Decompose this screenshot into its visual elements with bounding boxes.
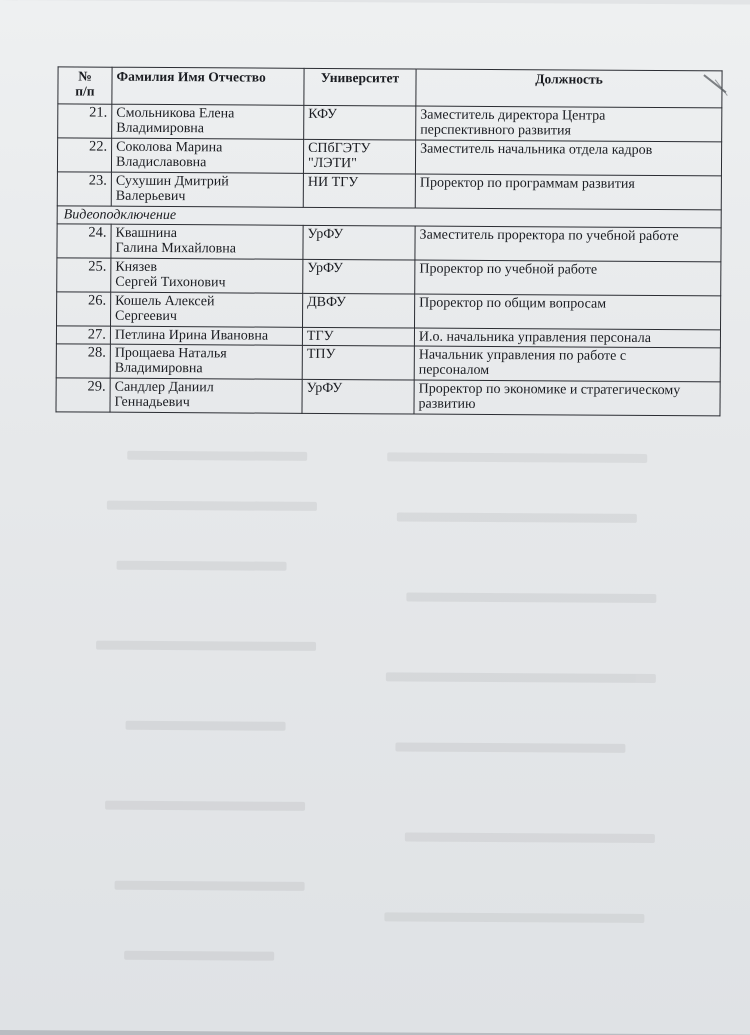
table-row (56, 344, 720, 382)
row-full-name-line: Соколова Марина (116, 139, 223, 156)
row-position-line: Заместитель начальника отдела кадров (420, 141, 653, 158)
row-full-name (111, 224, 303, 259)
row-university (303, 259, 415, 294)
table-row (57, 224, 721, 262)
row-full-name-line: Сергеевич (115, 308, 177, 325)
row-full-name-line: Кошель Алексей (115, 293, 215, 310)
row-full-name-line: Галина Михайловна (115, 240, 237, 257)
row-number: 24. (57, 224, 111, 258)
row-full-name-line: Владимировна (114, 360, 203, 377)
header-position: Должность (416, 69, 722, 108)
row-full-name (111, 172, 303, 207)
row-number: 27. (56, 326, 110, 344)
row-university-line: ТГУ (306, 328, 334, 345)
table-row (58, 104, 722, 142)
row-full-name-line: Квашнина (115, 225, 178, 242)
row-number: 28. (56, 344, 110, 378)
row-position (415, 174, 721, 210)
show-through-text (84, 441, 687, 985)
row-university-line: НИ ТГУ (307, 174, 359, 191)
row-position (414, 380, 720, 416)
row-university (304, 105, 416, 140)
row-full-name (110, 378, 302, 413)
row-university (302, 327, 414, 346)
row-full-name-line: Геннадьевич (114, 394, 190, 411)
table-row (57, 258, 721, 296)
row-university (303, 293, 415, 328)
row-position-line: Проректор по программам развития (419, 175, 635, 192)
row-position (415, 260, 721, 296)
row-university (302, 379, 414, 414)
row-full-name (111, 138, 303, 173)
row-full-name (110, 344, 302, 379)
row-position (415, 226, 721, 262)
row-full-name-line: Прощаева Наталья (114, 345, 227, 362)
row-full-name (111, 292, 303, 327)
row-position-line: персоналом (418, 362, 490, 378)
row-full-name-line: Князев (115, 259, 158, 275)
row-full-name-line: Сергей Тихонович (115, 274, 226, 291)
table-body (56, 104, 722, 416)
header-number (58, 67, 112, 104)
row-position-line: И.о. начальника управления персонала (418, 329, 651, 346)
row-university (302, 345, 414, 380)
row-position-line: Проректор по экономике и стратегическому (418, 381, 681, 399)
row-university-line: "ЛЭТИ" (307, 155, 357, 172)
table-row (57, 292, 721, 330)
row-position (414, 346, 720, 382)
table-row (57, 172, 721, 210)
section-label: Видеоподключение (57, 206, 721, 228)
row-position (415, 294, 721, 330)
row-university-line: УрФУ (307, 226, 344, 243)
row-number: 29. (56, 378, 110, 412)
row-position-line: Заместитель директора Центра (420, 107, 606, 124)
header-name: Фамилия Имя Отчество (112, 67, 304, 105)
row-full-name (111, 258, 303, 293)
row-position-line: Заместитель проректора по учебной работе (419, 227, 679, 245)
table-row (57, 138, 721, 176)
header-number-line1: № (78, 68, 92, 84)
row-full-name-line: Валерьевич (115, 188, 186, 205)
row-full-name (112, 104, 304, 139)
row-number: 23. (57, 172, 111, 206)
row-position (415, 140, 721, 176)
row-position-line: развитию (418, 396, 476, 412)
row-university (303, 225, 415, 260)
row-full-name-line: Петлина Ирина Ивановна (114, 327, 269, 344)
row-position-line: Начальник управления по работе с (418, 347, 627, 364)
row-number: 21. (58, 104, 112, 138)
row-full-name-line: Сандлер Даниил (114, 379, 214, 396)
row-full-name-line: Сухушин Дмитрий (115, 173, 229, 190)
participants-table (55, 66, 722, 416)
row-university-line: УрФУ (306, 380, 343, 397)
row-university (303, 139, 415, 174)
row-full-name (110, 326, 302, 345)
header-number-line2: п/п (75, 83, 95, 99)
row-university-line: КФУ (308, 106, 337, 123)
row-number: 25. (57, 258, 111, 292)
row-number: 22. (57, 138, 111, 172)
row-position-line: Проректор по учебной работе (419, 261, 598, 278)
row-position (416, 106, 722, 142)
row-position-line: перспективного развития (420, 122, 572, 139)
row-university (303, 173, 415, 208)
row-position (414, 328, 720, 348)
row-university-line: УрФУ (307, 260, 344, 277)
row-university-line: ДВФУ (307, 294, 347, 311)
table-header-row (58, 67, 722, 108)
table-row (56, 378, 720, 416)
row-full-name-line: Владимировна (116, 120, 205, 137)
row-full-name-line: Владиславовна (115, 154, 207, 171)
header-university: Университет (304, 68, 416, 106)
row-full-name-line: Смольникова Елена (116, 105, 235, 122)
row-position-line: Проректор по общим вопросам (419, 295, 607, 312)
row-university-line: ТПУ (306, 346, 336, 363)
row-number: 26. (57, 292, 111, 326)
row-university-line: СПбГЭТУ (308, 140, 371, 157)
